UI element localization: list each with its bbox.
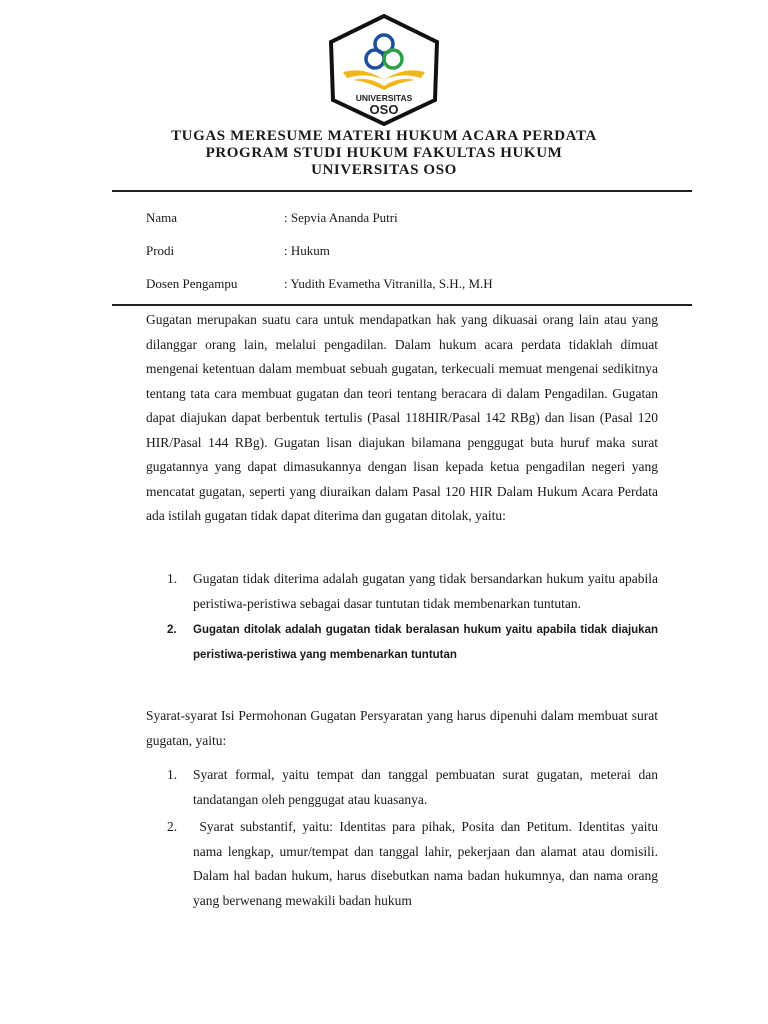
logo-text-universitas: UNIVERSITAS <box>355 93 413 103</box>
prodi-value: : Hukum <box>284 243 330 258</box>
list-item-text: Syarat substantif, yaitu: Identitas para pihak, Posita dan Petitum. Identitas yaitu nama lengkap, umur/tempat dan tanggal lahir, pekerjaan dan alamat atau domisili. Dalam hal badan hukum, harus disebutkan nama badan hukumnya, dan nama orang yang berwenang mewakili badan hukum <box>193 819 662 908</box>
list-item-number: 2. <box>167 819 178 834</box>
nama-label: Nama <box>146 210 178 225</box>
prodi-label: Prodi <box>146 243 175 258</box>
list-item-number: 2. <box>167 624 177 636</box>
divider-bottom <box>112 304 692 306</box>
list-item <box>167 815 662 913</box>
title-line-1: TUGAS MERESUME MATERI HUKUM ACARA PERDATA <box>171 128 597 144</box>
list-gugatan-types <box>167 567 658 668</box>
list-item-text: Gugatan tidak diterima adalah gugatan yang tidak bersandarkan hukum yaitu apabila peristiwa-peristiwa sebagai dasar tuntutan tidak membenarkan tuntutan. <box>193 571 658 611</box>
document-title <box>0 128 768 179</box>
title-line-2: PROGRAM STUDI HUKUM FAKULTAS HUKUM <box>205 145 563 161</box>
list-item-text: Syarat formal, yaitu tempat dan tanggal pembuatan surat gugatan, meterai dan tandatangan oleh penggugat atau kuasanya. <box>193 767 658 807</box>
list-item-number: 1. <box>167 571 178 586</box>
list-item <box>167 567 658 616</box>
list-item <box>167 763 658 812</box>
nama-value: : Sepvia Ananda Putri <box>284 210 398 225</box>
title-line-3: UNIVERSITAS OSO <box>311 162 457 178</box>
list-syarat <box>167 763 662 913</box>
list-item <box>167 618 658 668</box>
info-row-prodi <box>146 243 493 276</box>
student-info <box>146 210 493 309</box>
divider-top <box>112 190 692 192</box>
info-row-nama <box>146 210 493 243</box>
logo-text-oso: OSO <box>369 102 399 117</box>
paragraph-intro: Gugatan merupakan suatu cara untuk mendapatkan hak yang dikuasai orang lain atau yang dilanggar orang lain, melalui pengadilan. Dalam hukum acara perdata tidaklah dimuat mengenai ketentuan dalam membuat sebuah gugatan, terkecuali memuat mengenai sedikitnya tentang tata cara membuat gugatan dan teori tentang beracara di dalam Pengadilan. Gugatan dapat diajukan dapat berbentuk tertulis (Pasal 118HIR/Pasal 142 RBg) dan lisan (Pasal 120 HIR/Pasal 144 RBg). Gugatan lisan diajukan bilamana penggugat buta huruf maka surat gugatannya yang dapat dimasukannya dengan lisan kepada ketua pengadilan negeri yang mencatat gugatan, seperti yang diuraikan dalam Pasal 120 HIR Dalam Hukum Acara Perdata ada istilah gugatan tidak dapat diterima dan gugatan ditolak, yaitu: <box>146 312 658 523</box>
list-item-number: 1. <box>167 767 178 782</box>
paragraph-syarat: Syarat-syarat Isi Permohonan Gugatan Persyaratan yang harus dipenuhi dalam membuat surat gugatan, yaitu: <box>146 708 658 748</box>
university-logo <box>327 14 441 126</box>
dosen-label: Dosen Pengampu <box>146 276 238 291</box>
list-item-text: Gugatan ditolak adalah gugatan tidak beralasan hukum yaitu apabila tidak diajukan peristiwa-peristiwa yang membenarkan tuntutan <box>193 624 658 661</box>
dosen-value: : Yudith Evametha Vitranilla, S.H., M.H <box>284 276 493 291</box>
